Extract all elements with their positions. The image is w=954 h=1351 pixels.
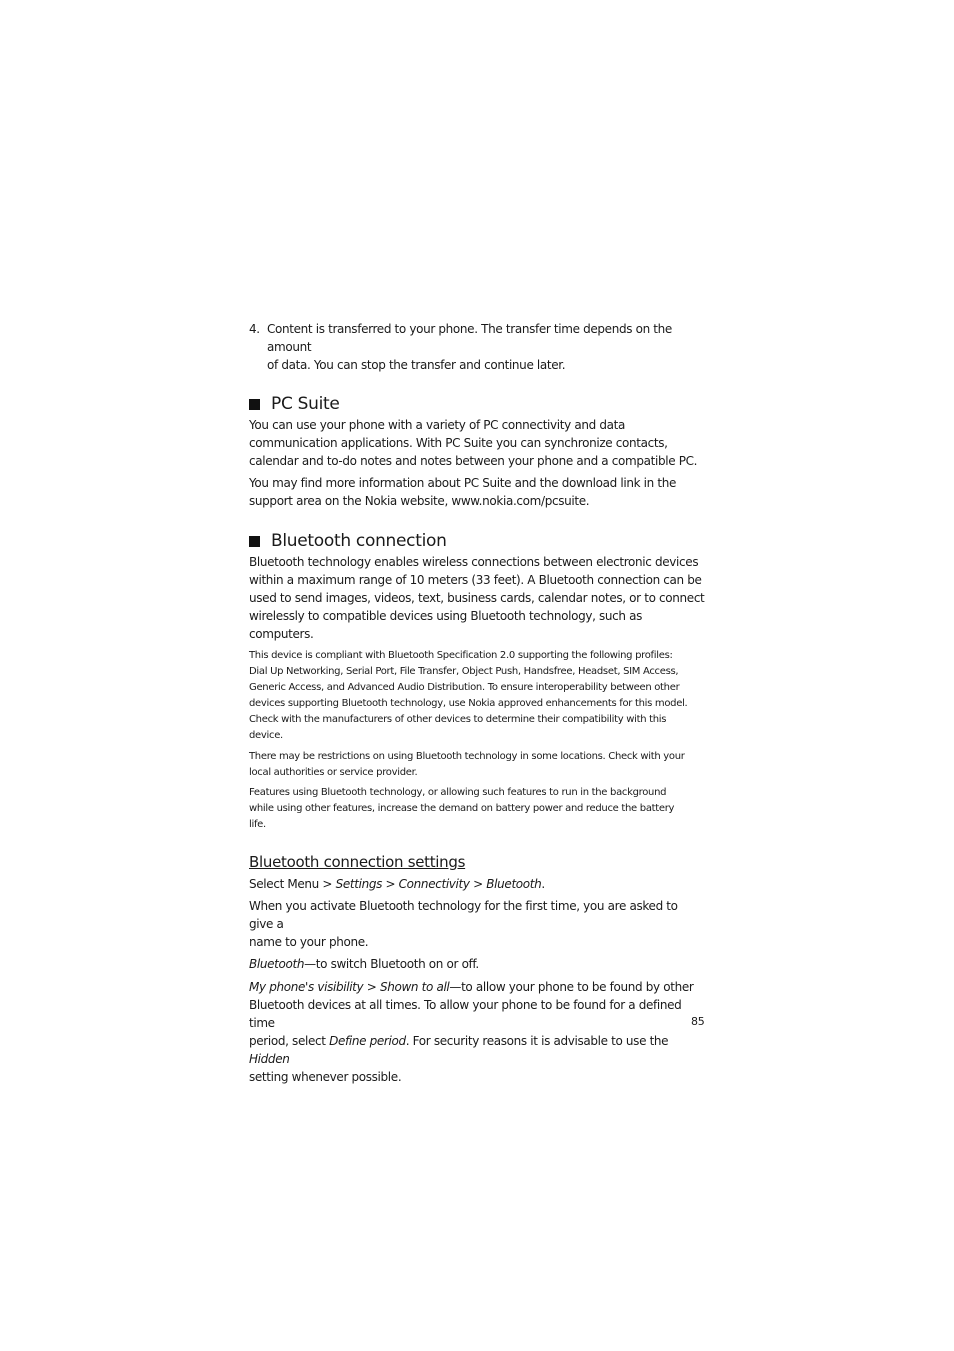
menu-path: Select Menu > Settings > Connectivity > Bluetooth.	[249, 877, 545, 891]
heading-square-icon	[249, 399, 260, 410]
option-bluetooth: Bluetooth—to switch Bluetooth on or off.	[249, 957, 479, 971]
bluetooth-settings-paragraph: When you activate Bluetooth technology for the first time, you are asked to give a name to your phone.	[249, 899, 678, 949]
bluetooth-heading: Bluetooth connection	[249, 530, 705, 552]
page-content	[249, 320, 705, 1086]
bluetooth-note-3: Features using Bluetooth technology, or allowing such features to run in the background while using other features, increase the demand on battery power and reduce the battery life.	[249, 787, 675, 830]
bluetooth-settings-heading: Bluetooth connection settings	[249, 853, 466, 871]
option-visibility: My phone's visibility > Shown to all—to allow your phone to be found by other Bluetooth devices at all times. To allow your phone to be found for a defined time period, select Define period. For security reasons it is advisable to use the Hidden setting whenever possible.	[249, 980, 694, 1084]
bluetooth-note-2: There may be restrictions on using Bluetooth technology in some locations. Check with your local authorities or service provider.	[249, 751, 685, 778]
page-number: 85	[691, 1015, 705, 1028]
menu-label: Menu	[287, 877, 319, 891]
list-text: Content is transferred to your phone. The transfer time depends on the amount of data. You can stop the transfer and continue later.	[267, 322, 672, 372]
pc-suite-paragraph-1: You can use your phone with a variety of PC connectivity and data communication applications. With PC Suite you can synchronize contacts, calendar and to-do notes and notes between your phone and a compatible PC.	[249, 418, 698, 468]
pc-suite-heading: PC Suite	[249, 393, 705, 415]
pc-suite-paragraph-2: You may find more information about PC Suite and the download link in the support area on the Nokia website, www.nokia.com/pcsuite.	[249, 476, 677, 508]
list-number: 4.	[249, 322, 260, 336]
bluetooth-paragraph-1: Bluetooth technology enables wireless connections between electronic devices within a maximum range of 10 meters (33 feet). A Bluetooth connection can be used to send images, videos, text, business cards, calendar notes, or to connect wirelessly to compatible devices using Bluetooth technology, such as computers.	[249, 555, 705, 641]
bluetooth-note-1: This device is compliant with Bluetooth Specification 2.0 supporting the following profiles: Dial Up Networking, Serial Port, File Transfer, Object Push, Handsfree, Headset, SIM Access, Generic Access, and Advanced Audio Distribution. To ensure interoperability between other devices supporting Bluetooth technology, use Nokia approved enhancements for this model. Check with the manufacturers of other devices to determine their compatibility with this device.	[249, 650, 688, 741]
heading-square-icon	[249, 536, 260, 547]
list-item	[249, 320, 705, 374]
